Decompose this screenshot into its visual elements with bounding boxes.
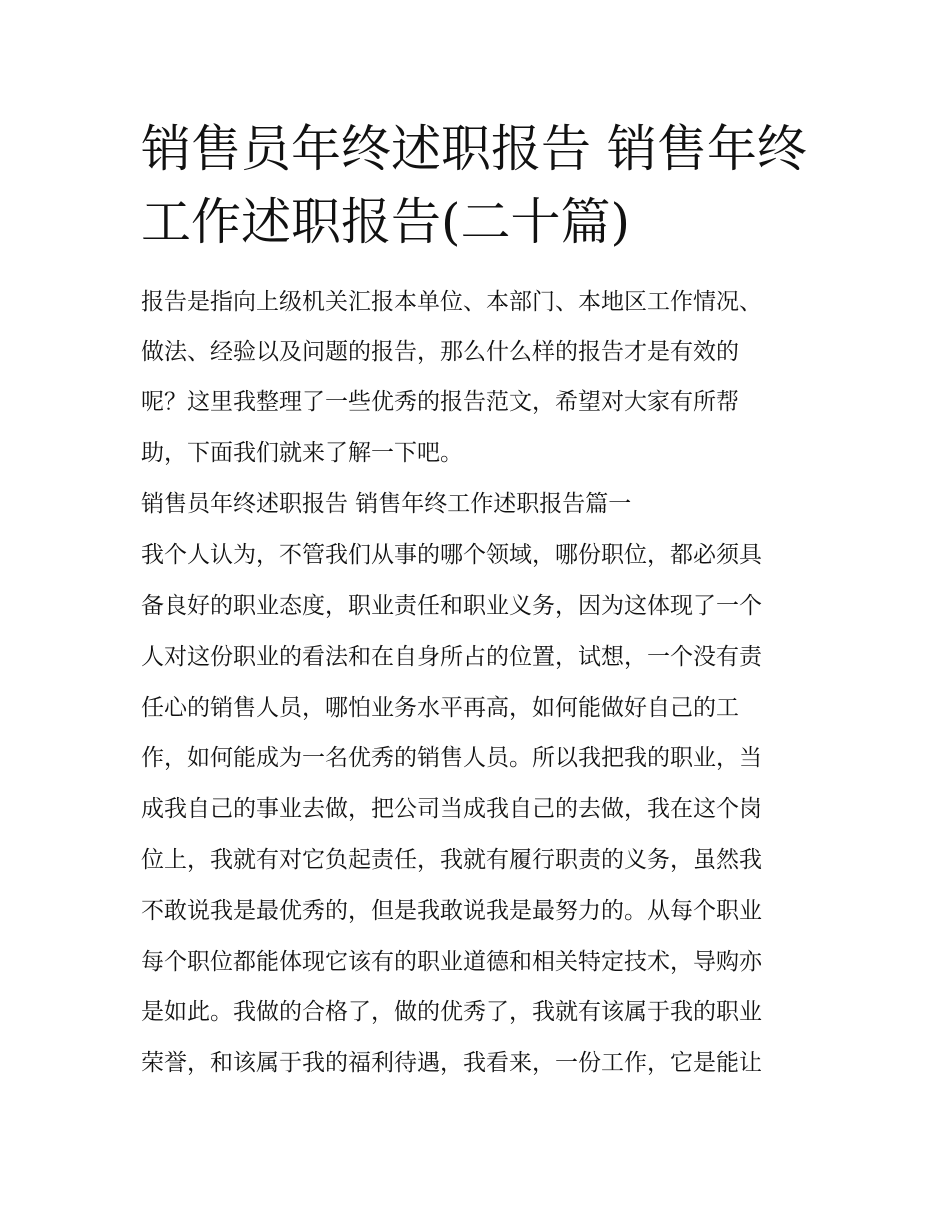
intro-line: 做法、经验以及问题的报告，那么什么样的报告才是有效的 xyxy=(141,339,739,365)
intro-line: 助，下面我们就来了解一下吧。 xyxy=(141,440,463,466)
document-title xyxy=(141,113,821,259)
body-line: 任心的销售人员，哪怕业务水平再高，如何能做好自己的工 xyxy=(141,695,739,721)
body-line: 作，如何能成为一名优秀的销售人员。所以我把我的职业，当 xyxy=(141,745,762,771)
intro-line: 呢？这里我整理了一些优秀的报告范文，希望对大家有所帮 xyxy=(141,389,739,415)
title-line: 工作述职报告(二十篇) xyxy=(141,193,631,251)
body-line: 不敢说我是最优秀的，但是我敢说我是最努力的。从每个职业 xyxy=(141,898,762,924)
body-line: 人对这份职业的看法和在自身所占的位置，试想，一个没有责 xyxy=(141,644,762,670)
body-line: 荣誉，和该属于我的福利待遇，我看来，一份工作，它是能让 xyxy=(141,1050,762,1076)
body-line: 我个人认为，不管我们从事的哪个领域，哪份职位，都必须具 xyxy=(141,542,762,568)
section-heading: 销售员年终述职报告 销售年终工作述职报告篇一 xyxy=(141,491,632,517)
body-line: 位上，我就有对它负起责任，我就有履行职责的义务，虽然我 xyxy=(141,847,762,873)
body-line: 每个职位都能体现它该有的职业道德和相关特定技术，导购亦 xyxy=(141,949,762,975)
body-line: 成我自己的事业去做，把公司当成我自己的去做，我在这个岗 xyxy=(141,796,762,822)
intro-line: 报告是指向上级机关汇报本单位、本部门、本地区工作情况、 xyxy=(141,289,762,315)
body-line: 备良好的职业态度，职业责任和职业义务，因为这体现了一个 xyxy=(141,593,762,619)
title-line: 销售员年终述职报告 销售年终 xyxy=(141,120,807,178)
body-line: 是如此。我做的合格了，做的优秀了，我就有该属于我的职业 xyxy=(141,999,762,1025)
